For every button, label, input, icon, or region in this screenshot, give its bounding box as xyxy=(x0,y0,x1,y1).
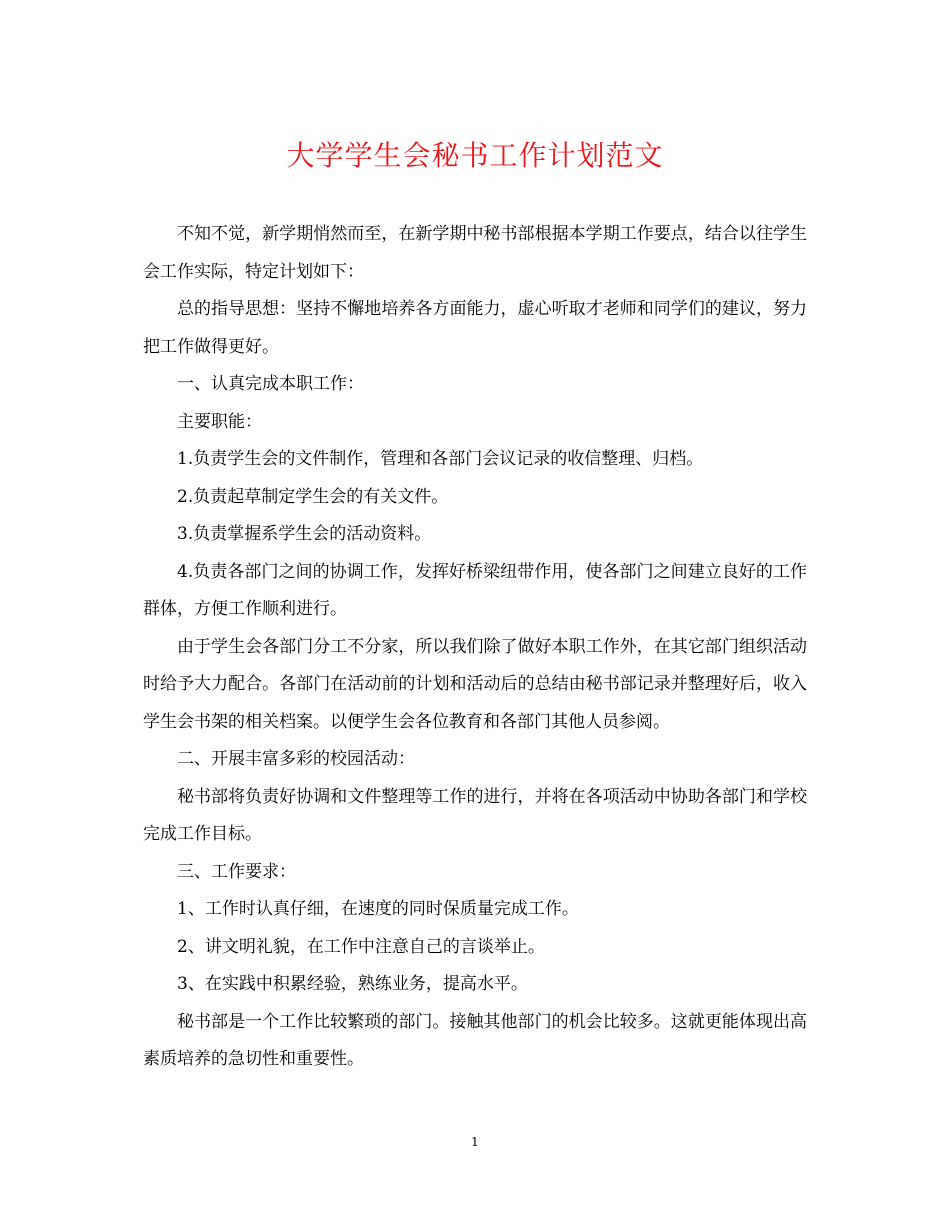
section-heading: 二、开展丰富多彩的校园活动： xyxy=(177,749,415,769)
paragraph: 秘书部将负责好协调和文件整理等工作的进行，并将在各项活动中协助各部门和学校完成工作目标。 xyxy=(143,786,807,844)
page-number: 1 xyxy=(471,1135,479,1149)
section-heading: 一、认真完成本职工作： xyxy=(177,374,364,394)
list-item: 2、讲文明礼貌，在工作中注意自己的言谈举止。 xyxy=(177,936,545,957)
paragraph: 由于学生会各部门分工不分家，所以我们除了做好本职工作外，在其它部门组织活动时给予大力配合。各部门在活动前的计划和活动后的总结由秘书部记录并整理好后，收入学生会书架的相关档案。以便学生会各位教育和各部门其他人员参阅。 xyxy=(143,636,807,732)
paragraph: 总的指导思想：坚持不懈地培养各方面能力，虚心听取才老师和同学们的建议，努力把工作做得更好。 xyxy=(143,299,807,357)
list-item: 2.负责起草制定学生会的有关文件。 xyxy=(177,486,449,507)
list-item: 4.负责各部门之间的协调工作，发挥好桥梁纽带作用，使各部门之间建立良好的工作群体，方便工作顺利进行。 xyxy=(143,561,807,619)
list-item: 1、工作时认真仔细，在速度的同时保质量完成工作。 xyxy=(177,899,579,919)
document-title: 大学学生会秘书工作计划范文 xyxy=(286,139,664,172)
paragraph: 主要职能： xyxy=(177,411,262,432)
list-item: 1.负责学生会的文件制作，管理和各部门会议记录的收信整理、归档。 xyxy=(177,449,704,469)
list-item: 3、在实践中积累经验，熟练业务，提高水平。 xyxy=(177,974,528,994)
paragraph: 不知不觉，新学期悄然而至，在新学期中秘书部根据本学期工作要点，结合以往学生会工作实际，特定计划如下： xyxy=(143,224,807,282)
document-body xyxy=(143,216,807,1079)
section-heading: 三、工作要求： xyxy=(177,861,296,882)
paragraph: 秘书部是一个工作比较繁琐的部门。接触其他部门的机会比较多。这就更能体现出高素质培养的急切性和重要性。 xyxy=(143,1011,807,1069)
list-item: 3.负责掌握系学生会的活动资料。 xyxy=(177,524,432,544)
